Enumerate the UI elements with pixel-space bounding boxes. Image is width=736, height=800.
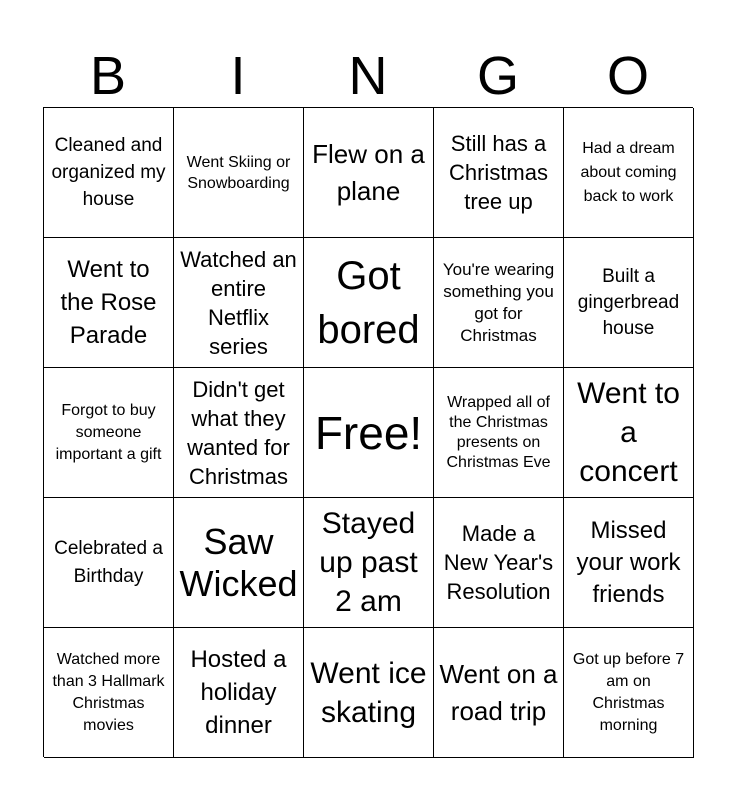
bingo-cell[interactable] <box>564 238 694 368</box>
cell-text: Got up before 7 am on Christmas morning <box>572 650 685 734</box>
cell-text: Cleaned and organized my house <box>51 135 166 210</box>
bingo-cell[interactable] <box>174 238 304 368</box>
cell-text: Wrapped all of the Christmas presents on Christmas Eve <box>446 393 551 471</box>
free-space: Free! <box>314 406 423 459</box>
cell-text: Stayed up past 2 am <box>319 507 418 618</box>
cell-text: Made a New Year's Resolution <box>443 521 554 604</box>
bingo-cell[interactable] <box>564 498 694 628</box>
bingo-cell[interactable] <box>174 108 304 238</box>
bingo-cell[interactable] <box>44 368 174 498</box>
bingo-cell[interactable] <box>434 498 564 628</box>
bingo-cell[interactable] <box>564 368 694 498</box>
cell-text: Flew on a plane <box>312 138 425 206</box>
header-letter-g: G <box>476 46 519 106</box>
header-letter-b: B <box>89 46 127 106</box>
bingo-cell[interactable] <box>44 628 174 758</box>
cell-text: Had a dream about coming back to work <box>580 139 677 205</box>
bingo-cell[interactable] <box>304 368 434 498</box>
cell-text: Hosted a holiday dinner <box>190 646 287 739</box>
bingo-board <box>43 107 693 757</box>
bingo-header <box>43 44 693 108</box>
cell-text: Watched an entire Netflix series <box>180 246 297 359</box>
bingo-cell[interactable] <box>564 108 694 238</box>
cell-text: Celebrated a Birthday <box>54 537 163 587</box>
cell-text: Saw Wicked <box>179 520 298 604</box>
bingo-cell[interactable] <box>434 238 564 368</box>
cell-text: Went ice skating <box>310 656 427 729</box>
bingo-cell[interactable] <box>174 498 304 628</box>
bingo-cell[interactable] <box>44 108 174 238</box>
cell-text: Forgot to buy someone important a gift <box>55 401 162 463</box>
cell-text: Went on a road trip <box>439 658 558 726</box>
bingo-cell[interactable] <box>564 628 694 758</box>
cell-text: Missed your work friends <box>576 516 681 608</box>
bingo-cell[interactable] <box>434 108 564 238</box>
bingo-cell[interactable] <box>44 238 174 368</box>
bingo-cell[interactable] <box>304 108 434 238</box>
cell-text: Went Skiing or Snowboarding <box>186 153 291 192</box>
bingo-cell[interactable] <box>434 368 564 498</box>
cell-text: Watched more than 3 Hallmark Christmas movies <box>52 650 165 734</box>
bingo-cell[interactable] <box>304 238 434 368</box>
bingo-cell[interactable] <box>304 628 434 758</box>
bingo-cell[interactable] <box>44 498 174 628</box>
cell-text: You're wearing something you got for Christmas <box>442 259 555 345</box>
cell-text: Got bored <box>317 253 420 352</box>
cell-text: Still has a Christmas tree up <box>448 131 548 214</box>
cell-text: Built a gingerbread house <box>577 265 680 339</box>
cell-text: Went to a concert <box>577 377 680 488</box>
bingo-cell[interactable] <box>174 368 304 498</box>
bingo-cell[interactable] <box>304 498 434 628</box>
cell-text: Didn't get what they wanted for Christmas <box>187 376 290 489</box>
cell-text: Went to the Rose Parade <box>60 256 157 349</box>
header-letter-i: I <box>230 46 246 106</box>
header-letter-n: N <box>348 46 388 106</box>
bingo-cell[interactable] <box>434 628 564 758</box>
bingo-cell[interactable] <box>174 628 304 758</box>
header-letter-o: O <box>606 46 649 106</box>
